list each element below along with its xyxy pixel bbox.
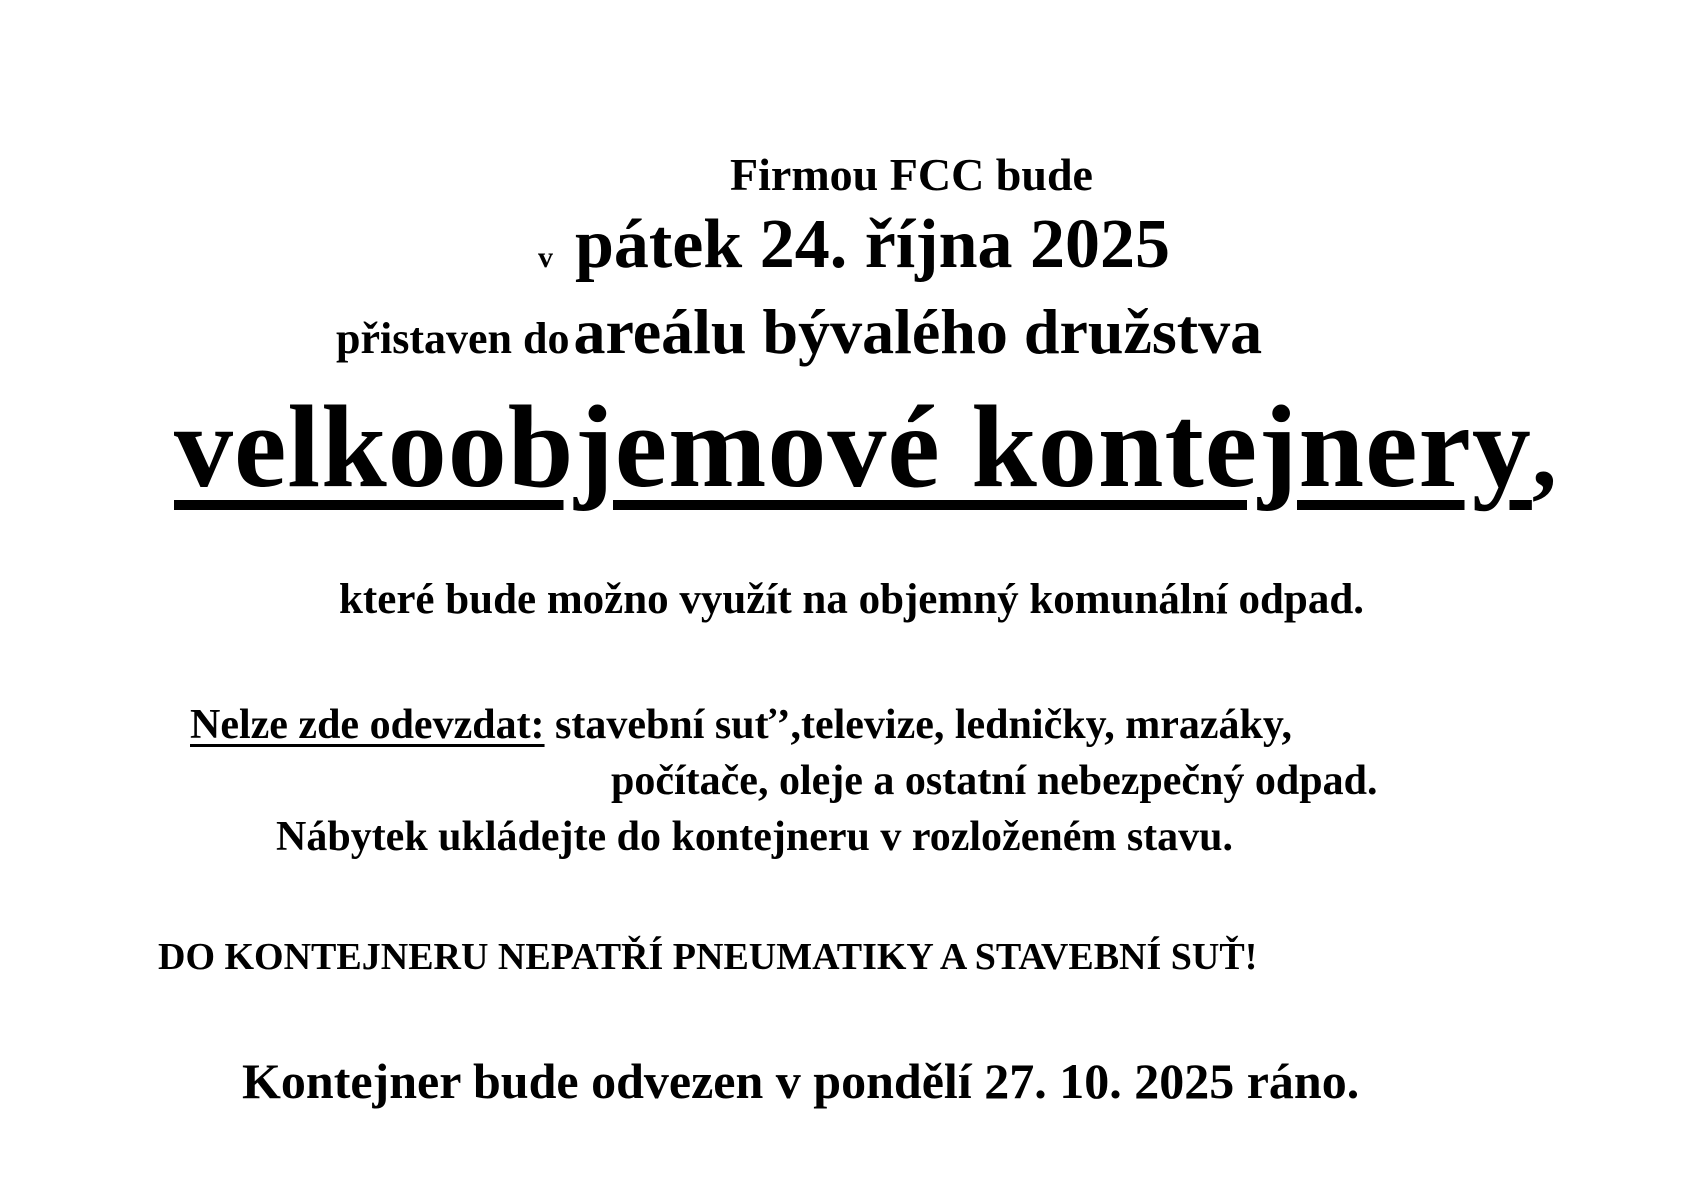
pickup-text: Kontejner bude odvezen v pondělí 27. 10. 2025 ráno. (242, 1053, 1360, 1109)
furniture-note-text: Nábytek ukládejte do kontejneru v rozloženém stavu. (276, 814, 1234, 860)
date-prefix: v (538, 241, 553, 274)
location-place: areálu bývalého družstva (573, 296, 1263, 367)
intro-line (0, 149, 1683, 200)
warning-line (158, 938, 1257, 976)
location-prefix: přistaven do (336, 314, 570, 363)
purpose-line (0, 578, 1683, 621)
prohibited-items-1: stavební suť’,televize, ledničky, mrazáky, (544, 702, 1293, 748)
event-date: pátek 24. října 2025 (575, 206, 1170, 283)
date-line (538, 206, 1170, 283)
prohibited-items-2: počítače, oleje a ostatní nebezpečný odpad. (611, 758, 1378, 804)
location-line (336, 296, 1263, 367)
headline-text: velkoobjemové kontejnery (174, 381, 1532, 512)
headline-comma: , (1531, 397, 1558, 508)
pickup-line (242, 1053, 1360, 1109)
prohibited-line-1 (190, 704, 1292, 746)
purpose-text: které bude možno využít na objemný komunální odpad. (339, 576, 1364, 623)
prohibited-label: Nelze zde odevzdat: (190, 702, 545, 748)
warning-text: DO KONTEJNERU NEPATŘÍ PNEUMATIKY A STAVEBNÍ SUŤ! (158, 936, 1258, 978)
headline (174, 381, 1558, 512)
furniture-note (276, 816, 1233, 858)
prohibited-line-2 (611, 760, 1377, 802)
intro-text: Firmou FCC bude (730, 149, 1093, 200)
